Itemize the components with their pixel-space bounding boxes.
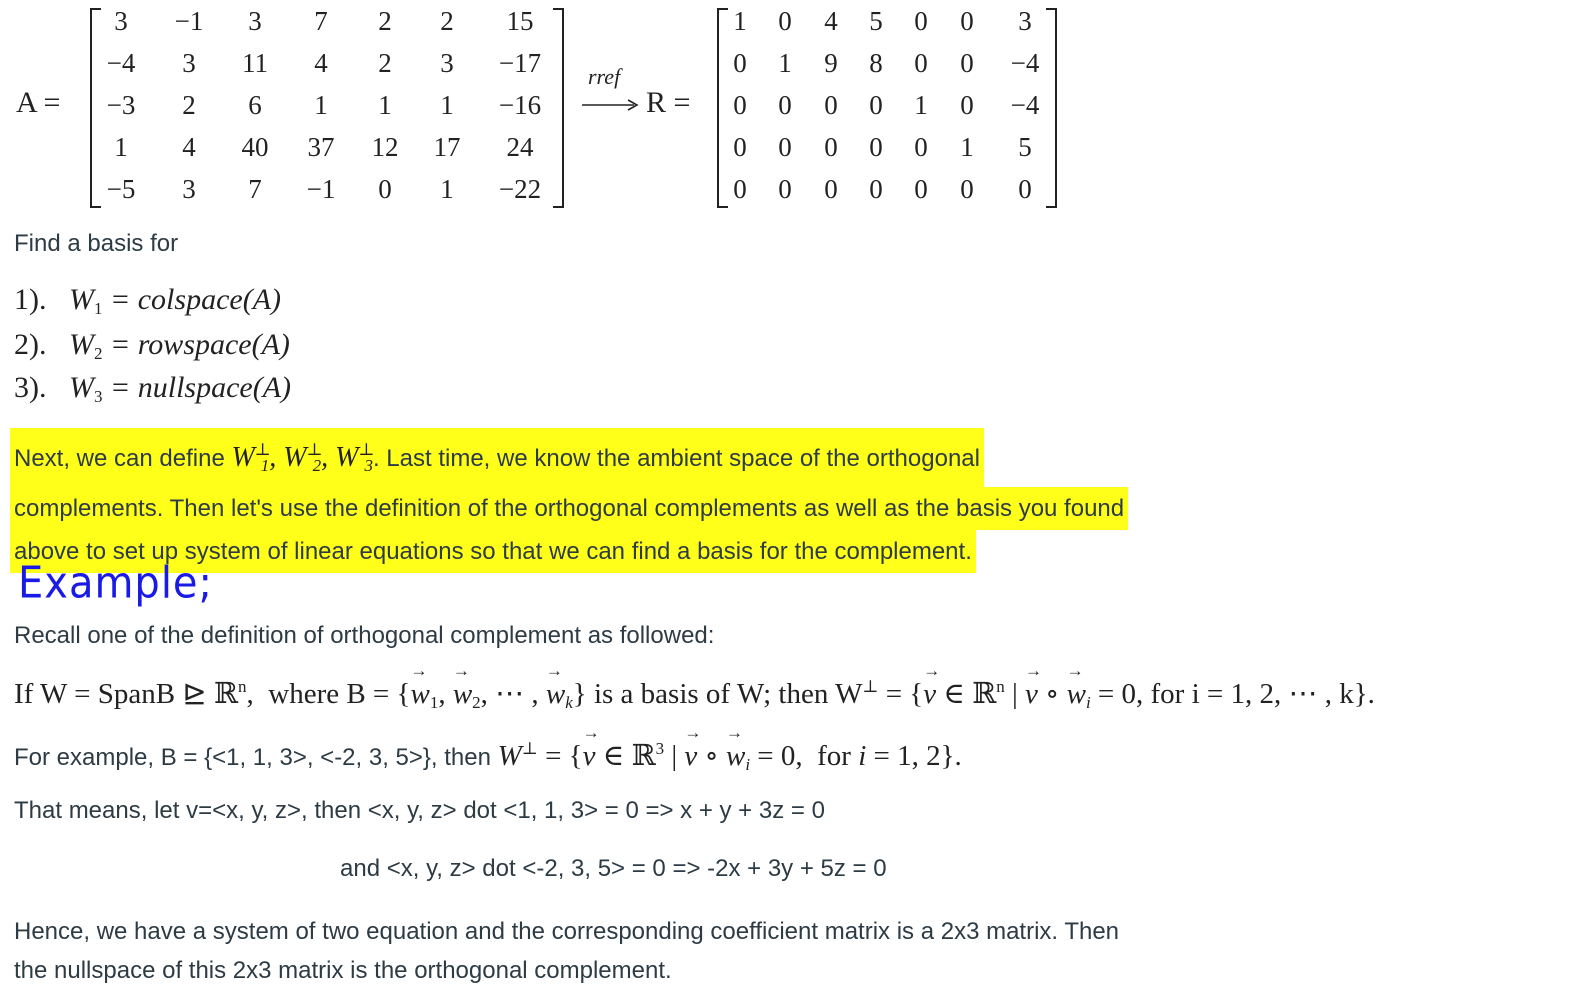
highlight-line-3: above to set up system of linear equations so that we can find a basis for the complement. (10, 530, 976, 573)
matrix-a-cell: 3 (182, 48, 196, 78)
matrix-a-label: A = (16, 86, 61, 119)
matrix-r-cell: 0 (960, 6, 974, 36)
means-text: That means, let v=<x, y, z>, then <x, y, z> dot <1, 1, 3> = 0 => x + y + 3z = 0 (14, 797, 825, 824)
matrix-r-cell: 0 (960, 174, 974, 204)
list-item-colspace: 1). $W_1$ = colspace(A) (14, 283, 282, 318)
recall-text: Recall one of the definition of orthogonal complement as followed: (14, 622, 715, 649)
matrix-r-cell: 0 (778, 132, 792, 162)
list-item-rowspace: 2). $W_2$ = rowspace(A) (14, 328, 290, 363)
matrix-a-cell: 3 (440, 48, 454, 78)
matrix-a-cell: −3 (106, 90, 136, 120)
matrix-r-cell: 0 (914, 174, 928, 204)
matrix-r-cell: −4 (1010, 48, 1040, 78)
matrix-r-cell: 0 (824, 132, 838, 162)
hence-line-2: the nullspace of this 2x3 matrix is the orthogonal complement. (14, 957, 672, 984)
matrix-a-cell: 2 (378, 6, 392, 36)
matrix-r-cell: 0 (869, 174, 883, 204)
matrix-r-cell: 0 (733, 90, 747, 120)
matrix-a-cell: 1 (440, 90, 454, 120)
matrix-a-cell: 1 (114, 132, 128, 162)
matrix-r-cell: 0 (914, 48, 928, 78)
matrix-r-cell: 3 (1018, 6, 1032, 36)
matrix-r-cell: 0 (733, 174, 747, 204)
matrix-a-cell: 3 (182, 174, 196, 204)
matrix-a-cell: 4 (314, 48, 328, 78)
matrix-r-cell: 5 (1018, 132, 1032, 162)
definition-formula: If W = SpanB ⊵ ℝ$^n$, where B = {→ $w_1$, → $w_2$, ⋯ , → $w_k$} is a basis of W; then W⊥ = {→ v ∈ ℝ$^n$ | → v ∘ → $w_i = 0$, for i = 1, 2, ⋯ , k}. (14, 676, 1375, 713)
highlighted-paragraph (10, 428, 1128, 573)
matrix-r-cell: 0 (733, 48, 747, 78)
matrix-a-cell: −4 (106, 48, 136, 78)
example-formula: W⊥ = {→ v ∈ ℝ$^3$ | → v ∘ → $w_i = 0$, for i = 1, 2}. (498, 740, 962, 772)
w-perp-list: $W^\perp_1$, $W^\perp_2$, $W^\perp_3$ (231, 440, 375, 475)
matrix-a-cell: 3 (114, 6, 128, 36)
matrix-a-cell: 2 (440, 6, 454, 36)
matrix-r-cell: −4 (1010, 90, 1040, 120)
matrix-r-cell: 0 (914, 6, 928, 36)
matrix-a-cell: 7 (314, 6, 328, 36)
matrix-r-cell: 9 (824, 48, 838, 78)
hence-paragraph (14, 912, 1119, 990)
matrix-a-cell: 11 (242, 48, 268, 78)
matrix-r-cell: 0 (824, 90, 838, 120)
matrix-r-cell: 0 (778, 6, 792, 36)
matrix-a-cell: −22 (498, 174, 542, 204)
matrix-a-cell: 17 (433, 132, 461, 162)
matrix-a-cell: 24 (506, 132, 534, 162)
matrix-a-cell: 37 (307, 132, 335, 162)
matrix-r-cell: 1 (778, 48, 792, 78)
matrix-a-cell: 6 (248, 90, 262, 120)
highlight-line-2: complements. Then let's use the definition of the orthogonal complements as well as the basis you found (10, 487, 1128, 530)
and-line-text: and <x, y, z> dot <-2, 3, 5> = 0 => -2x + 3y + 5z = 0 (340, 855, 887, 882)
matrix-r-cell: 1 (733, 6, 747, 36)
matrix-a-cell: 12 (371, 132, 399, 162)
matrix-a-cell: 3 (248, 6, 262, 36)
rref-arrow-icon (582, 97, 640, 113)
matrix-a-cell: 40 (241, 132, 269, 162)
matrix-a-cell: −16 (498, 90, 542, 120)
matrix-r-cell: 0 (824, 174, 838, 204)
matrix-r-cell: 0 (869, 132, 883, 162)
find-basis-text: Find a basis for (14, 230, 179, 257)
matrix-r-label: R = (646, 86, 691, 119)
matrix-r-cell: 0 (960, 90, 974, 120)
matrix-r-cell: 0 (960, 48, 974, 78)
hence-line-1: Hence, we have a system of two equation and the corresponding coefficient matrix is a 2x3 matrix. Then (14, 918, 1120, 945)
matrix-a-cell: 7 (248, 174, 262, 204)
matrix-r-cell: 0 (733, 132, 747, 162)
matrix-a-cell: 2 (182, 90, 196, 120)
matrix-r-cell: 0 (869, 90, 883, 120)
matrix-a-cell: 15 (506, 6, 534, 36)
matrix-r-cell: 5 (869, 6, 883, 36)
matrix-a-right-bracket (553, 8, 564, 208)
matrix-r-cell: 0 (778, 174, 792, 204)
matrix-a-cell: −1 (174, 6, 204, 36)
matrix-r-cell: 0 (914, 132, 928, 162)
matrix-r-cell: 0 (1018, 174, 1032, 204)
matrix-a-cell: 0 (378, 174, 392, 204)
matrix-a-cell: −17 (498, 48, 542, 78)
matrix-r-cell: 0 (778, 90, 792, 120)
list-item-nullspace: 3). $W_3$ = nullspace(A) (14, 371, 292, 406)
matrix-r-cell: 1 (960, 132, 974, 162)
rref-label: rref (588, 64, 621, 89)
matrix-a-cell: 1 (440, 174, 454, 204)
matrix-a-cell: 2 (378, 48, 392, 78)
matrix-a-cell: 1 (314, 90, 328, 120)
matrix-a-cell: −1 (306, 174, 336, 204)
handwritten-example: Example; (18, 557, 214, 609)
example-line: For example, B = {<1, 1, 3>, <-2, 3, 5>}, then W⊥ = {→ v ∈ ℝ$^3$ | → v ∘ → $w_i = 0$, for i = 1, 2}. (14, 738, 962, 775)
matrix-a-cell: 4 (182, 132, 196, 162)
highlight-line-1: Next, we can define $W^\perp_1$, $W^\perp_2$, $W^\perp_3$. Last time, we know the ambient space of the orthogonal (10, 428, 984, 487)
matrix-r-cell: 8 (869, 48, 883, 78)
matrix-r-cell: 1 (914, 90, 928, 120)
matrix-r-cell: 4 (824, 6, 838, 36)
matrix-a-cell: −5 (106, 174, 136, 204)
matrix-a-cell: 1 (378, 90, 392, 120)
